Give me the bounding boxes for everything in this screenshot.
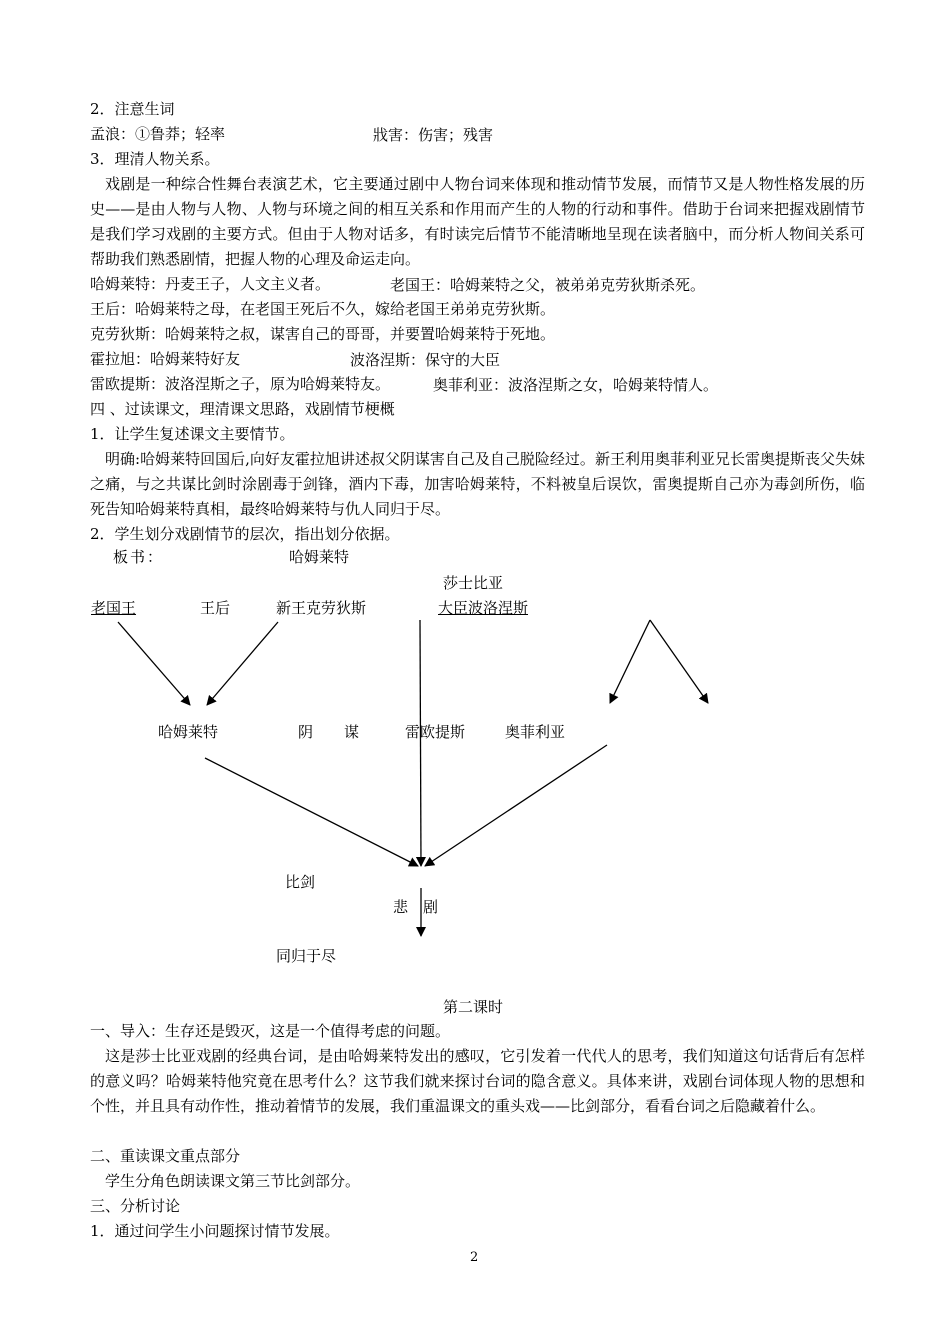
char-claudius: 克劳狄斯：哈姆莱特之叔，谋害自己的哥哥，并要置哈姆莱特于死地。 [90,325,556,343]
sec4-answer: 明确:哈姆莱特回国后,向好友霍拉旭讲述叔父阴谋害自己及自己脱险经过。新王利用奥菲利亚兄长雷奥提斯丧父失妹之痛，与之共谋比剑时涂剧毒于剑锋，酒内下毒，加害哈姆莱特，不料被皇后误饮，雷奥提斯自己亦为毒剑所伤，临死告知哈姆莱特真相，最终哈姆莱特与仇人同归于尽。 [90,450,865,518]
l2-sec2-body: 学生分角色朗读课文第三节比剑部分。 [105,1172,361,1190]
l2-sec3-title: 三、分析讨论 [90,1197,181,1215]
sec4-title: 四 、过读课文，理清课文思路，戏剧情节梗概 [90,400,395,418]
node-hamlet-top: 哈姆莱特 [289,548,350,566]
node-plot-b: 谋 [344,723,360,741]
arrow-polonius-down [420,620,421,866]
arrow-branch-right [650,620,708,703]
node-shakespeare: 莎士比亚 [443,574,504,592]
node-plot-a: 阴 [298,723,314,741]
l2-sec2-title: 二、重读课文重点部分 [90,1147,241,1165]
char-polonius: 波洛涅斯：保守的大臣 [350,351,501,369]
node-perish: 同归于尽 [276,947,337,965]
arrow-old-king-to-hamlet [118,622,190,705]
lesson2-title: 第二课时 [443,998,504,1016]
char-horatio: 霍拉旭：哈姆莱特好友 [90,350,241,368]
vocab-menglang: 孟浪：①鲁莽；轻率 [90,125,226,143]
sec2-title: 2．注意生词 [90,100,175,118]
node-queen: 王后 [200,599,231,617]
board-label: 板书： [113,548,165,566]
char-ophelia: 奥菲利亚：波洛涅斯之女，哈姆莱特情人。 [433,376,719,394]
sec4-item2: 2．学生划分戏剧情节的层次，指出划分依据。 [90,525,400,543]
l2-sec3-item1: 1．通过问学生小问题探讨情节发展。 [90,1222,340,1240]
node-laertes: 雷欧提斯 [405,723,466,741]
l2-paragraph: 这是莎士比亚戏剧的经典台词，是由哈姆莱特发出的感叹，它引发着一代代人的思考，我们知道这句话背后有怎样的意义吗？哈姆莱特他究竟在思考什么？这节我们就来探讨台词的隐含意义。具体来讲，戏剧台词体现人物的思想和个性，并且具有动作性，推动着情节的发展，我们重温课文的重头戏——比剑部分，看看台词之后隐藏着什么。 [90,1047,865,1115]
arrow-new-king-to-hamlet [207,622,278,705]
node-new-king: 新王克劳狄斯 [276,599,367,617]
arrow-branch-left [610,620,650,703]
vocab-qianghai: 戕害：伤害；残害 [373,126,494,144]
intro-paragraph: 戏剧是一种综合性舞台表演艺术，它主要通过剧中人物台词来体现和推动情节发展，而情节又是人物性格发展的历史——是由人物与人物、人物与环境之间的相互关系和作用而产生的人物的行动和事件。借助于台词来把握戏剧情节是我们学习戏剧的主要方式。但由于人物对话多，有时读完后情节不能清晰地呈现在读者脑中，而分析人物间关系可帮助我们熟悉剧情，把握人物的心理及命运走向。 [90,175,865,268]
node-tragedy-b: 剧 [423,898,439,916]
node-tragedy-a: 悲 [393,898,409,916]
node-ophelia: 奥菲利亚 [505,723,566,741]
char-old-king: 老国王：哈姆莱特之父，被弟弟克劳狄斯杀死。 [390,276,706,294]
sec4-item1: 1．让学生复述课文主要情节。 [90,425,295,443]
l2-intro: 一、导入：生存还是毁灭，这是一个值得考虑的问题。 [90,1022,451,1040]
node-duel: 比剑 [285,873,316,891]
arrow-hamlet-to-duel [205,758,418,866]
node-hamlet-mid: 哈姆莱特 [158,723,219,741]
char-laertes: 雷欧提斯：波洛涅斯之子，原为哈姆莱特友。 [90,375,391,393]
char-queen: 王后：哈姆莱特之母，在老国王死后不久，嫁给老国王弟弟克劳狄斯。 [90,300,556,318]
char-hamlet: 哈姆莱特：丹麦王子，人文主义者。 [90,275,331,293]
node-polonius: 大臣波洛涅斯 [438,599,529,617]
page-number: 2 [470,1250,479,1265]
node-old-king: 老国王 [91,599,137,617]
sec3-title: 3．理清人物关系。 [90,150,220,168]
arrow-ophelia-to-duel [425,745,607,866]
